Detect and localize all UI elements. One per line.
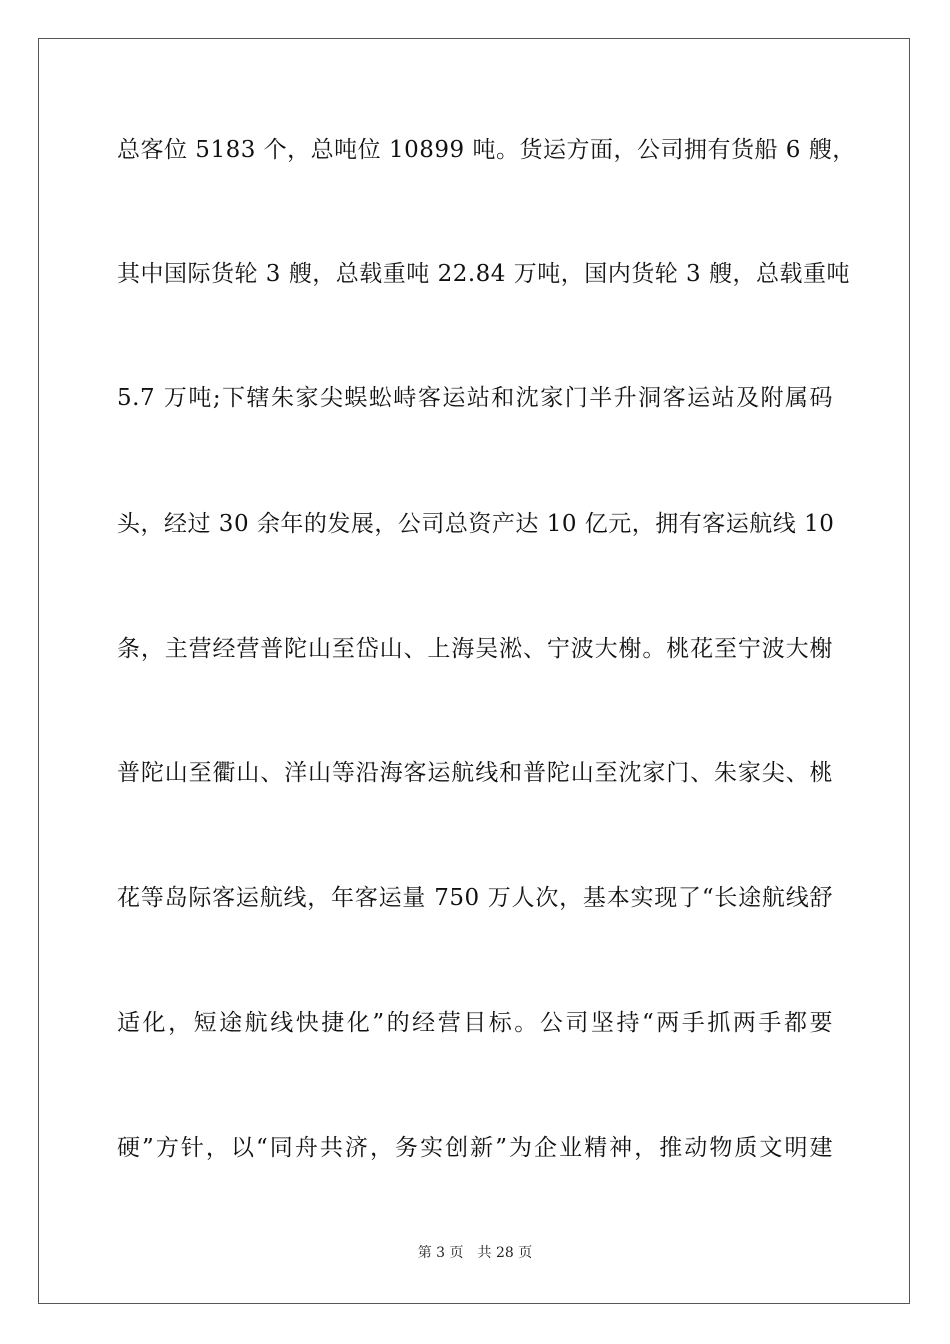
page-number: 第 3 页: [417, 1245, 464, 1261]
body-text-line: 普陀山至衢山、洋山等沿海客运航线和普陀山至沈家门、朱家尖、桃: [117, 760, 833, 786]
body-text-line: 总客位 5183 个，总吨位 10899 吨。货运方面，公司拥有货船 6 艘，: [117, 137, 856, 163]
body-text-line: 条，主营经营普陀山至岱山、上海吴淞、宁波大榭。桃花至宁波大榭: [117, 636, 833, 662]
body-text-line: 花等岛际客运航线，年客运量 750 万人次，基本实现了“长途航线舒: [117, 885, 833, 911]
body-text-line: 硬”方针，以“同舟共济，务实创新”为企业精神，推动物质文明建: [117, 1135, 833, 1161]
body-text-line: 其中国际货轮 3 艘，总载重吨 22.84 万吨，国内货轮 3 艘，总载重吨: [117, 261, 850, 287]
page-border: [38, 38, 910, 1304]
body-text-line: 头，经过 30 余年的发展，公司总资产达 10 亿元，拥有客运航线 10: [117, 511, 835, 537]
page-total: 共 28 页: [477, 1245, 533, 1261]
body-text-line: 5.7 万吨;下辖朱家尖蜈蚣峙客运站和沈家门半升洞客运站及附属码: [117, 385, 833, 411]
page-footer: [0, 1244, 950, 1262]
body-text-line: 适化，短途航线快捷化”的经营目标。公司坚持“两手抓两手都要: [117, 1010, 833, 1036]
